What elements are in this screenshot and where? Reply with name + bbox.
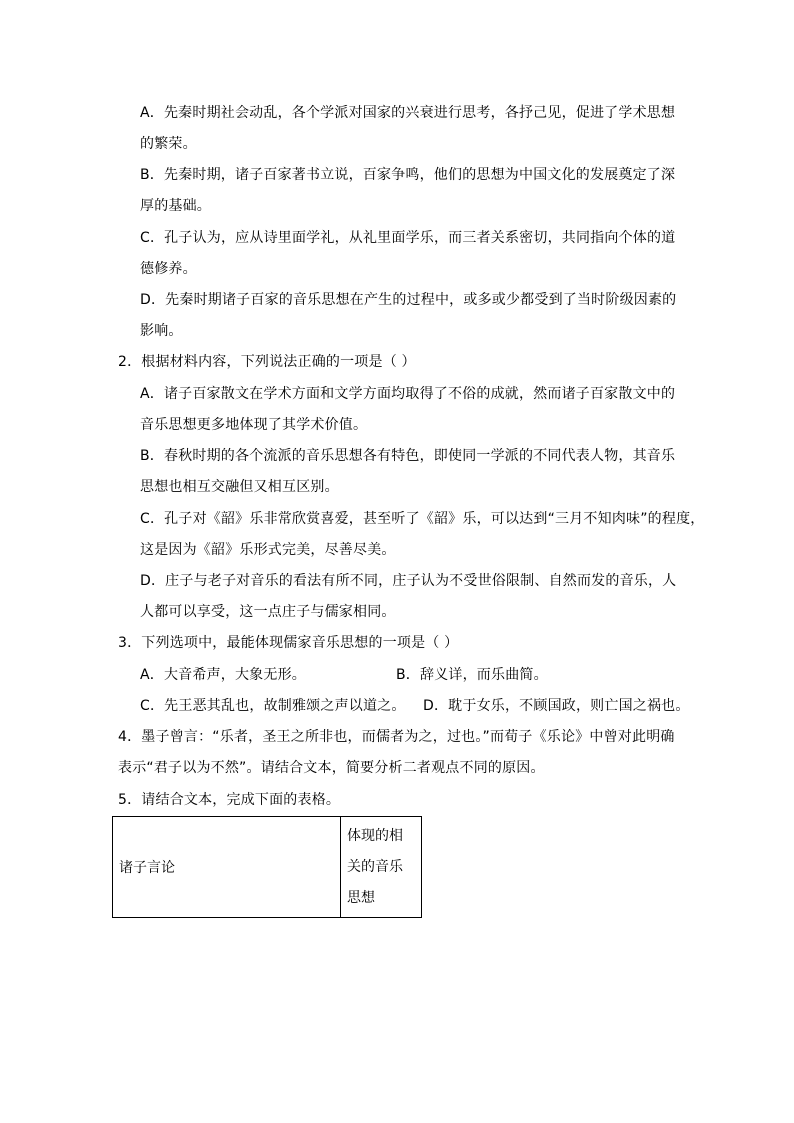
table-row — [113, 817, 422, 918]
q1-option-a-line2: 的繁荣。 — [140, 136, 197, 152]
q2-option-b-line1: B．春秋时期的各个流派的音乐思想各有特色，即使同一学派的不同代表人物，其音乐 — [140, 448, 676, 464]
q5-stem: 5．请结合文本，完成下面的表格。 — [118, 792, 341, 808]
q1-option-b-line1: B．先秦时期，诸子百家著书立说，百家争鸣，他们的思想为中国文化的发展奠定了深 — [140, 167, 676, 183]
q2-option-a-line1: A．诸子百家散文在学术方面和文学方面均取得了不俗的成就，然而诸子百家散文中的 — [140, 386, 676, 402]
table-header-music-thought: 体现的相关的音乐思想 — [341, 817, 422, 918]
q4-line1: 4．墨子曾言：“乐者，圣王之所非也，而儒者为之，过也。”而荀子《乐论》中曾对此明确 — [118, 729, 675, 745]
q3-option-c: C．先王恶其乱也，故制雅颂之声以道之。 — [140, 698, 406, 714]
q3-stem: 3．下列选项中，最能体现儒家音乐思想的一项是（ ） — [118, 635, 459, 651]
q2-option-a-line2: 音乐思想更多地体现了其学术价值。 — [140, 417, 368, 433]
q1-option-b-line2: 厚的基础。 — [140, 198, 211, 214]
q4-line2: 表示“君子以为不然”。请结合文本，简要分析二者观点不同的原因。 — [118, 760, 545, 776]
q1-option-d-line1: D．先秦时期诸子百家的音乐思想在产生的过程中，或多或少都受到了当时阶级因素的 — [140, 292, 677, 308]
q2-option-c-line1: C．孔子对《韶》乐非常欣赏喜爱，甚至听了《韶》乐，可以达到“三月不知肉味”的程度， — [140, 511, 705, 527]
q1-option-a-line1: A．先秦时期社会动乱，各个学派对国家的兴衰进行思考，各抒己见，促进了学术思想 — [140, 105, 676, 121]
q2-stem: 2．根据材料内容，下列说法正确的一项是（ ） — [118, 354, 416, 370]
table-header-sayings: 诸子言论 — [113, 817, 341, 918]
q3-option-d: D．耽于女乐，不顾国政，则亡国之祸也。 — [423, 698, 690, 714]
q2-option-c-line2: 这是因为《韶》乐形式完美，尽善尽美。 — [140, 542, 396, 558]
q1-option-c-line1: C．孔子认为，应从诗里面学礼，从礼里面学乐，而三者关系密切，共同指向个体的道 — [140, 230, 676, 246]
q3-option-b: B．辞义详，而乐曲简。 — [396, 667, 548, 683]
q2-option-b-line2: 思想也相互交融但又相互区别。 — [140, 479, 339, 495]
q3-option-a: A．大音希声，大象无形。 — [140, 667, 306, 683]
q1-option-c-line2: 德修养。 — [140, 261, 197, 277]
answer-table — [112, 816, 422, 918]
q2-option-d-line2: 人都可以享受，这一点庄子与儒家相同。 — [140, 604, 396, 620]
q2-option-d-line1: D．庄子与老子对音乐的看法有所不同，庄子认为不受世俗限制、自然而发的音乐，人 — [140, 573, 677, 589]
q1-option-d-line2: 影响。 — [140, 323, 183, 339]
